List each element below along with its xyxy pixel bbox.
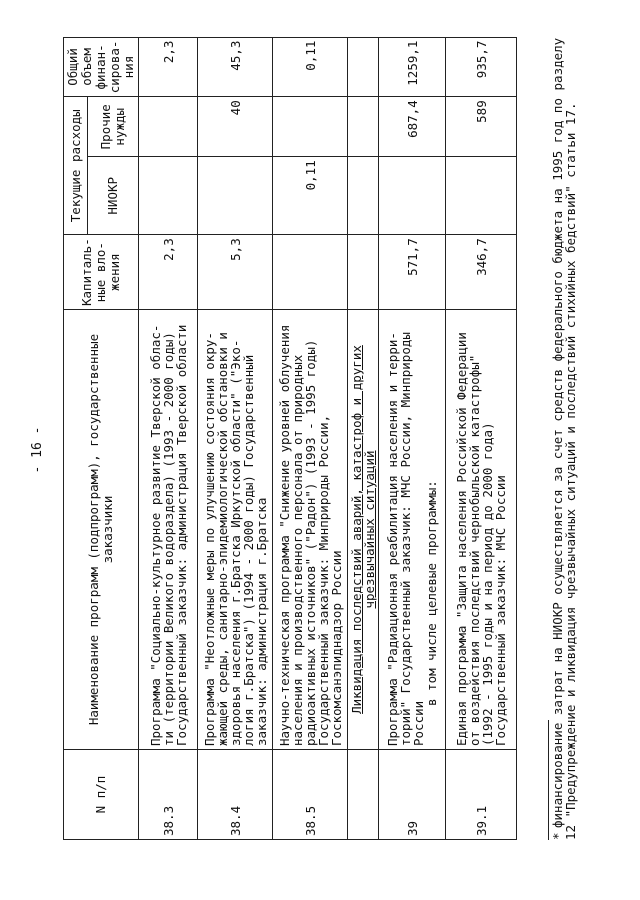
row-other	[273, 97, 348, 157]
header-niokr: НИОКР	[88, 157, 139, 235]
row-name: Программа "Неотложные меры по улучшению состояния окру-жающей среды, санитарно-эпидемиологической обстановки и здоровья населения г.Братска Иркутской области" ("Эко-логия г.Братска") (1994 - 2000 годы) Государственный заказчик: администрация г.Братска	[198, 310, 273, 750]
row-subnote: в том числе целевые программы:	[424, 480, 439, 706]
table-row	[198, 37, 273, 839]
row-niokr	[198, 157, 273, 235]
row-total: 935,7	[446, 37, 517, 97]
row-name	[379, 310, 446, 750]
row-capital: 2,3	[139, 235, 198, 310]
row-num: 38.3	[139, 750, 198, 840]
table-row	[139, 37, 198, 839]
row-other: 589	[446, 97, 517, 157]
header-name: Наименование программ (подпрограмм), государственные заказчики	[64, 310, 139, 750]
header-row	[64, 37, 88, 839]
row-name: Единая программа "Защита населения Российской Федерации от воздействия последствий чернобыльской катастрофы" (1992 - 1995 годы и на период до 2000 года) Государственный заказчик: МЧС России	[446, 310, 517, 750]
row-total: 0,11	[273, 37, 348, 97]
row-niokr	[139, 157, 198, 235]
footnote-text: финансирование затрат на НИОКР осуществляется за счет средств федерального бюджета на 1995 год по разделу 12 "Предупреждение и ликвидация чрезвычайных ситуаций и последствий стихийных бедствий" статьи 17.	[550, 37, 578, 840]
row-name-text: Программа "Радиационная реабилитация населения и терри-торий" Государственный заказчик: МЧС России, Минприроды России	[385, 332, 426, 746]
section-title: Ликвидация последствий аварий, катастроф и других чрезвычайных ситуаций	[348, 310, 379, 750]
footnote-divider	[548, 720, 549, 840]
row-niokr	[446, 157, 517, 235]
row-other: 687,4	[379, 97, 446, 157]
row-num: 39.1	[446, 750, 517, 840]
header-total: Общий объем финан-сирова-ния	[64, 37, 139, 97]
header-capital: Капиталь-ные вло-жения	[64, 235, 139, 310]
row-capital: 571,7	[379, 235, 446, 310]
footnote	[548, 20, 577, 840]
row-niokr	[379, 157, 446, 235]
row-capital: 5,3	[198, 235, 273, 310]
row-capital	[273, 235, 348, 310]
header-other: Прочие нужды	[88, 97, 139, 157]
funding-table	[63, 37, 517, 840]
footnote-mark: *	[550, 832, 565, 840]
table-row	[379, 37, 446, 839]
row-niokr: 0,11	[273, 157, 348, 235]
row-num: 39	[379, 750, 446, 840]
row-num: 38.5	[273, 750, 348, 840]
page-number: - 16 -	[30, 426, 45, 474]
table-row	[446, 37, 517, 839]
row-total: 2,3	[139, 37, 198, 97]
row-num: 38.4	[198, 750, 273, 840]
section-row	[348, 37, 379, 839]
row-total: 45,3	[198, 37, 273, 97]
row-total: 1259,1	[379, 37, 446, 97]
table-row	[273, 37, 348, 839]
header-num: N п/п	[64, 750, 139, 840]
row-other	[139, 97, 198, 157]
row-name: Программа "Социально-культурное развитие Тверской облас-ти (территории Великого водораздела) (1993 - 2000 годы) Государственный заказчик: администрация Тверской области	[139, 310, 198, 750]
row-name: Научно-техническая программа "Снижение уровней облучения населения и производственного персонала от природных радиоактивных источников" ("Радон") (1993 - 1995 годы) Государственный заказчик: Минприроды России, Госкомсанэпиднадзор России	[273, 310, 348, 750]
row-other: 40	[198, 97, 273, 157]
row-capital: 346,7	[446, 235, 517, 310]
header-current: Текущие расходы	[64, 97, 88, 235]
